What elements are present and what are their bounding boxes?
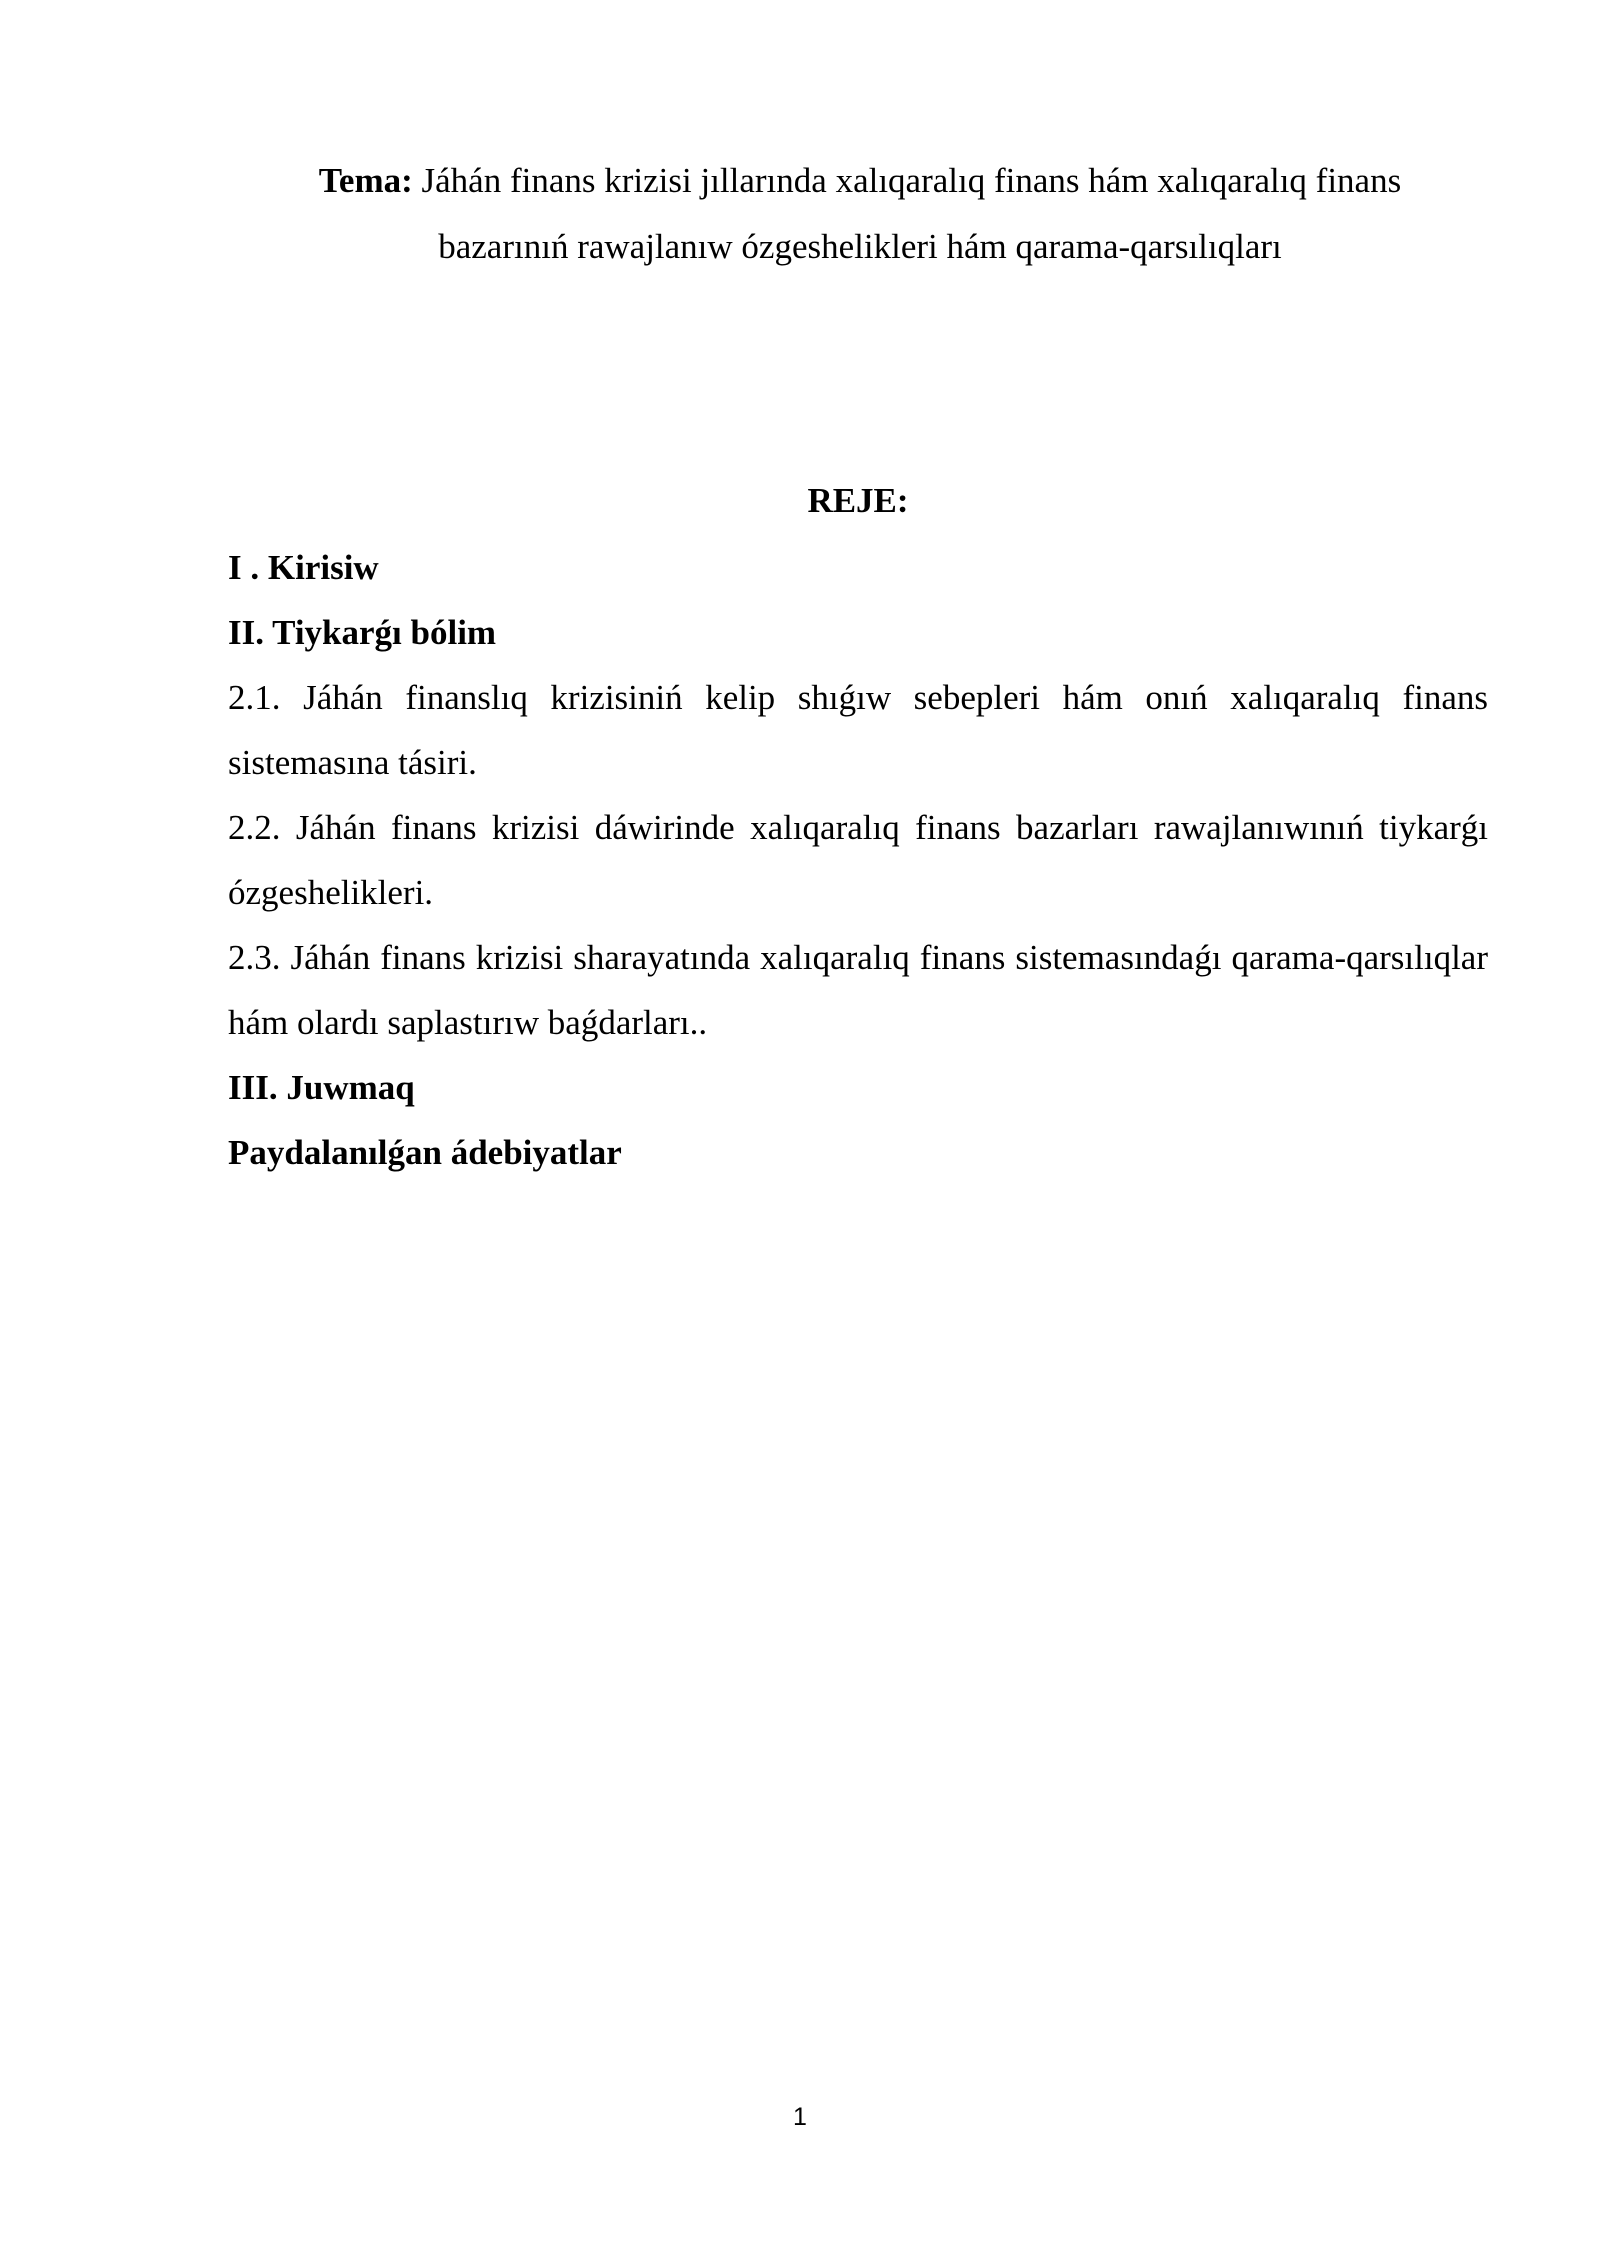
topic-label: Tema: bbox=[318, 161, 413, 200]
plan-item-introduction: I . Kirisiw bbox=[228, 548, 379, 587]
document-topic bbox=[260, 148, 1460, 280]
plan-list bbox=[228, 535, 1488, 1185]
plan-heading: REJE: bbox=[807, 481, 909, 520]
plan-item-main-part: II. Tiykarǵı bólim bbox=[228, 613, 497, 652]
plan-item-conclusion: III. Juwmaq bbox=[228, 1068, 415, 1107]
page-number: 1 bbox=[793, 2103, 807, 2131]
plan-item-references: Paydalanılǵan ádebiyatlar bbox=[228, 1133, 622, 1172]
plan-subitem-2-2: 2.2. Jáhán finans krizisi dáwirinde xalıqaralıq finans bazarları rawajlanıwınıń tiykarǵı ózgeshelikleri. bbox=[228, 808, 1488, 912]
plan-subitem-2-3: 2.3. Jáhán finans krizisi sharayatında xalıqaralıq finans sistemasındaǵı qarama-qarsılıqlar hám olardı saplastırıw baǵdarları.. bbox=[228, 938, 1488, 1042]
plan-subitem-2-1: 2.1. Jáhán finanslıq krizisiniń kelip shıǵıw sebepleri hám onıń xalıqaralıq finans sistemasına tásiri. bbox=[228, 678, 1488, 782]
topic-text: Jáhán finans krizisi jıllarında xalıqaralıq finans hám xalıqaralıq finans bazarınıń rawajlanıw ózgeshelikleri hám qarama-qarsılıqları bbox=[412, 161, 1402, 266]
